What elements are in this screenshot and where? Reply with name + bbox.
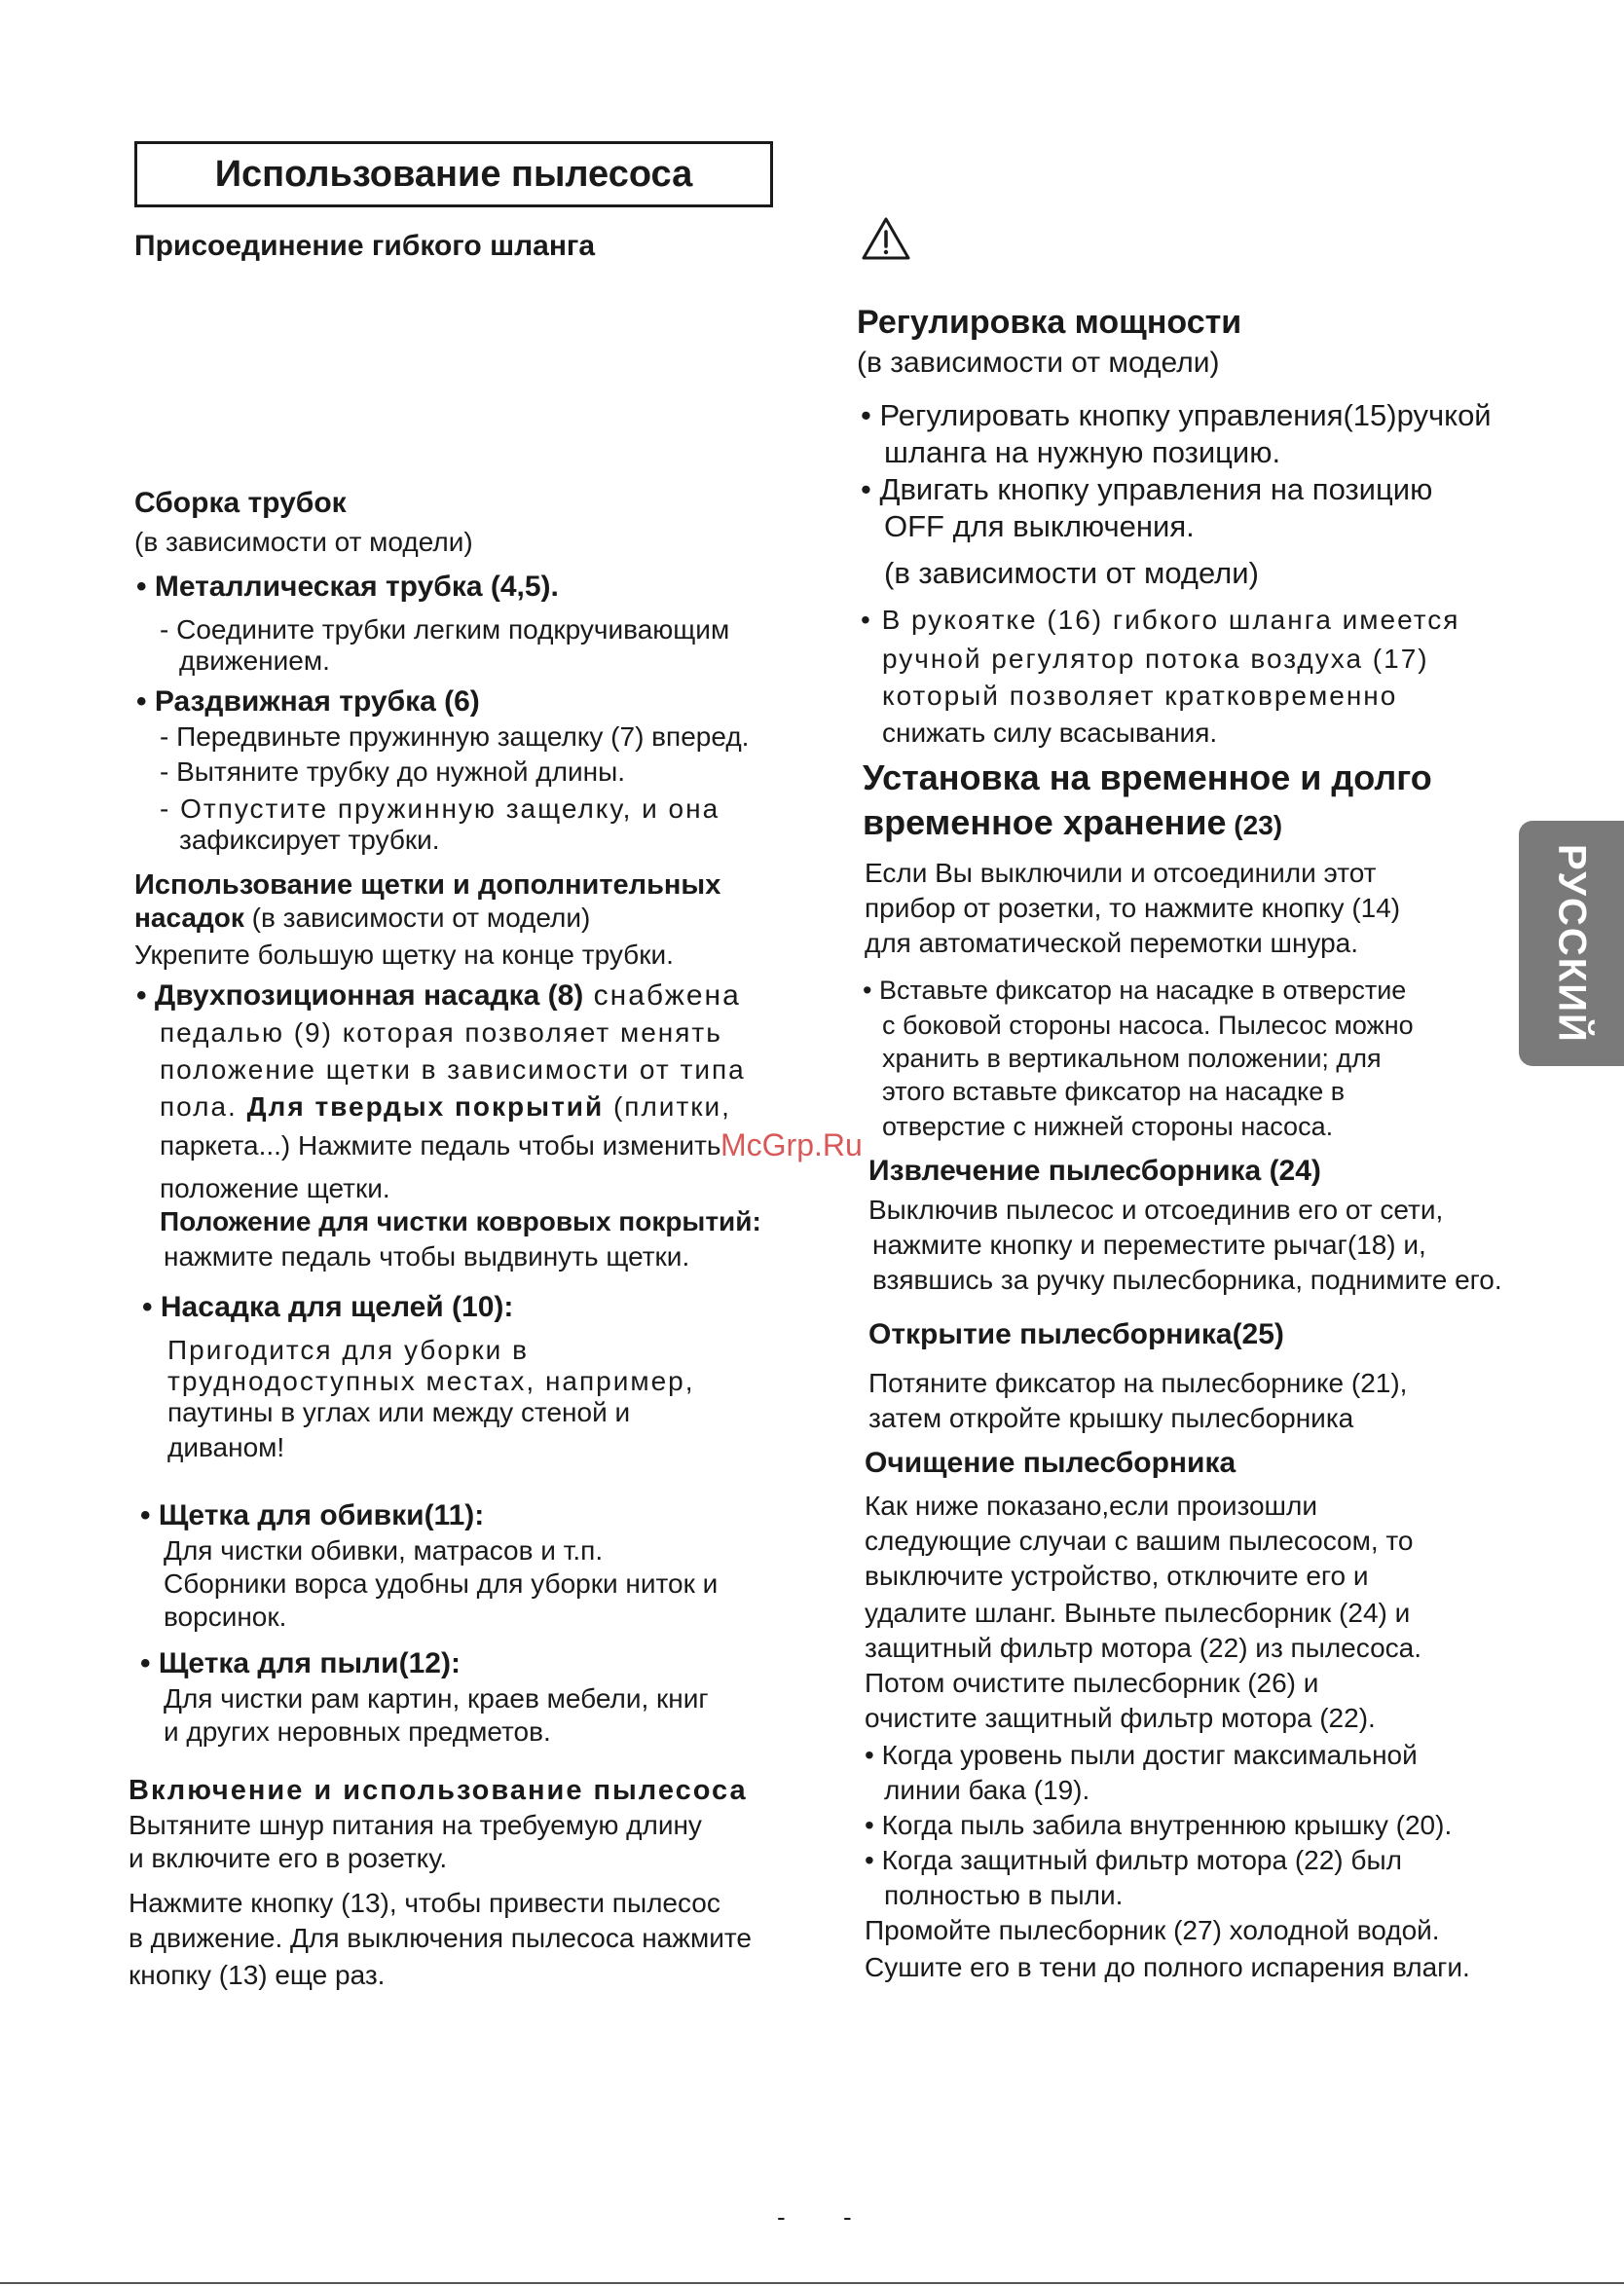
telescopic-line: - Передвиньте пружинную защелку (7) вперед. xyxy=(160,721,750,752)
upholstery-brush-item: • Щетка для обивки(11): xyxy=(140,1499,485,1531)
clean-bullet: • Когда уровень пыли достиг максимальной xyxy=(865,1740,1418,1770)
page-mark: - xyxy=(843,2202,852,2231)
brush-heading-2: насадок (в зависимости от модели) xyxy=(134,903,591,933)
storage-line: Если Вы выключили и отсоединили этот xyxy=(865,858,1377,888)
hose-heading: Присоединение гибкого шланга xyxy=(134,230,596,262)
upholstery-line: ворсинок. xyxy=(164,1602,287,1632)
storage-bullet-line: с боковой стороны насоса. Пылесос можно xyxy=(882,1011,1414,1040)
power-heading: Регулировка мощности xyxy=(857,304,1242,341)
crevice-line: диваном! xyxy=(167,1432,285,1462)
dust-brush-item: • Щетка для пыли(12): xyxy=(140,1647,461,1679)
metal-tube-line: - Соедините трубки легким подкручивающим xyxy=(160,614,730,645)
storage-bullet-line: хранить в вертикальном положении; для xyxy=(882,1044,1382,1073)
clean-line: выключите устройство, отключите его и xyxy=(865,1561,1369,1591)
clean-dustbin-heading: Очищение пылесборника xyxy=(865,1447,1236,1479)
remove-line: взявшись за ручку пылесборника, поднимите его. xyxy=(872,1265,1502,1295)
two-position-nozzle-item: • Двухпозиционная насадка (8) снабжена xyxy=(136,979,741,1012)
two-position-line: положение щетки в зависимости от типа xyxy=(160,1054,746,1085)
metal-tube-line: движением. xyxy=(179,645,330,676)
open-line: затем откройте крышку пылесборника xyxy=(868,1403,1354,1433)
clean-line: очистите защитный фильтр мотора (22). xyxy=(865,1703,1376,1733)
brush-heading: Использование щетки и дополнительных xyxy=(134,869,721,901)
page-title: Использование пылесоса xyxy=(134,141,773,207)
power-model-2: (в зависимости от модели) xyxy=(884,556,1259,590)
storage-line: прибор от розетки, то нажмите кнопку (14) xyxy=(865,893,1401,923)
storage-bullet-line: этого вставьте фиксатор на насадке в xyxy=(882,1077,1346,1106)
upholstery-line: Для чистки обивки, матрасов и т.п. xyxy=(164,1535,604,1566)
two-position-line: паркета...) Нажмите педаль чтобы изменить xyxy=(160,1130,721,1161)
handle-bullet: • В рукоятке (16) гибкого шланга имеется xyxy=(861,605,1460,635)
clean-line: следующие случаи с вашим пылесосом, то xyxy=(865,1526,1414,1556)
switch-line: и включите его в розетку. xyxy=(129,1843,448,1873)
storage-line: для автоматической перемотки шнура. xyxy=(865,928,1359,958)
remove-dustbin-heading: Извлечение пылесборника (24) xyxy=(868,1155,1321,1187)
remove-line: Выключив пылесос и отсоединив его от сети, xyxy=(868,1195,1444,1225)
crevice-line: Пригодится для уборки в xyxy=(167,1335,529,1365)
power-bullet-line: шланга на нужную позицию. xyxy=(884,435,1281,469)
switch-line: Вытяните шнур питания на требуемую длину xyxy=(129,1810,702,1840)
clean-line: удалите шланг. Выньте пылесборник (24) и xyxy=(865,1598,1411,1628)
dust-brush-line: Для чистки рам картин, краев мебели, книг xyxy=(164,1683,709,1714)
carpet-line: нажмите педаль чтобы выдвинуть щетки. xyxy=(164,1241,690,1272)
clean-line: Потом очистите пылесборник (26) и xyxy=(865,1668,1319,1698)
page-mark: - xyxy=(777,2202,786,2231)
two-position-line: положение щетки. xyxy=(160,1173,390,1203)
handle-line: который позволяет кратковременно xyxy=(882,681,1398,711)
bottom-rule xyxy=(0,2282,1624,2284)
clean-bullet-line: полностью в пыли. xyxy=(884,1880,1124,1910)
storage-heading-2: временное хранение (23) xyxy=(863,802,1283,842)
telescopic-line: - Вытяните трубку до нужной длины. xyxy=(160,756,625,787)
open-line: Потяните фиксатор на пылесборнике (21), xyxy=(868,1368,1408,1398)
power-bullet: • Двигать кнопку управления на позицию xyxy=(861,472,1433,506)
dust-brush-line: и других неровных предметов. xyxy=(164,1716,551,1747)
handle-line: снижать силу всасывания. xyxy=(882,718,1218,748)
watermark: McGrp.Ru xyxy=(720,1127,863,1162)
clean-line: Как ниже показано,если произошли xyxy=(865,1491,1317,1521)
tubes-heading: Сборка трубок xyxy=(134,487,347,519)
power-model: (в зависимости от модели) xyxy=(857,347,1220,379)
brush-intro: Укрепите большую щетку на конце трубки. xyxy=(134,940,674,970)
two-position-line: педалью (9) которая позволяет менять xyxy=(160,1017,722,1048)
switch-line: кнопку (13) еще раз. xyxy=(129,1960,386,1990)
clean-bullet-line: линии бака (19). xyxy=(884,1775,1090,1805)
handle-line: ручной регулятор потока воздуха (17) xyxy=(882,644,1429,674)
switch-line: в движение. Для выключения пылесоса нажмите xyxy=(129,1923,752,1953)
remove-line: нажмите кнопку и переместите рычаг(18) и, xyxy=(872,1230,1426,1260)
power-bullet-line: OFF для выключения. xyxy=(884,509,1195,543)
telescopic-line: - Отпустите пружинную защелку, и она xyxy=(160,793,720,824)
crevice-line: паутины в углах или между стеной и xyxy=(167,1397,631,1427)
tubes-model: (в зависимости от модели) xyxy=(134,527,473,557)
metal-tube-item: • Металлическая трубка (4,5). xyxy=(136,571,559,603)
clean-line: Сушите его в тени до полного испарения влаги. xyxy=(865,1952,1470,1982)
upholstery-line: Сборники ворса удобны для уборки ниток и xyxy=(164,1568,719,1599)
language-tab xyxy=(1519,821,1624,1066)
storage-bullet-line: отверстие с нижней стороны насоса. xyxy=(882,1112,1334,1141)
telescopic-line: зафиксирует трубки. xyxy=(179,825,440,855)
crevice-nozzle-item: • Насадка для щелей (10): xyxy=(142,1291,514,1323)
storage-heading: Установка на временное и долго xyxy=(863,757,1432,797)
open-dustbin-heading: Открытие пылесборника(25) xyxy=(868,1318,1284,1350)
telescopic-tube-item: • Раздвижная трубка (6) xyxy=(136,685,480,718)
switch-line: Нажмите кнопку (13), чтобы привести пылесос xyxy=(129,1888,720,1918)
storage-bullet: • Вставьте фиксатор на насадке в отверстие xyxy=(863,976,1407,1005)
switch-heading: Включение и использование пылесоса xyxy=(129,1775,748,1806)
carpet-position: Положение для чистки ковровых покрытий: xyxy=(160,1206,761,1236)
crevice-line: труднодоступных местах, например, xyxy=(167,1366,695,1396)
two-position-line: пола. Для твердых покрытий (плитки, xyxy=(160,1091,731,1122)
language-tab-label: РУССКИЙ xyxy=(1550,843,1594,1044)
warning-triangle-icon xyxy=(861,216,911,266)
clean-bullet: • Когда защитный фильтр мотора (22) был xyxy=(865,1845,1402,1875)
power-bullet: • Регулировать кнопку управления(15)ручкой xyxy=(861,398,1492,432)
clean-line: защитный фильтр мотора (22) из пылесоса. xyxy=(865,1633,1421,1663)
clean-line: Промойте пылесборник (27) холодной водой. xyxy=(865,1915,1440,1945)
clean-bullet: • Когда пыль забила внутреннюю крышку (20). xyxy=(865,1810,1453,1840)
